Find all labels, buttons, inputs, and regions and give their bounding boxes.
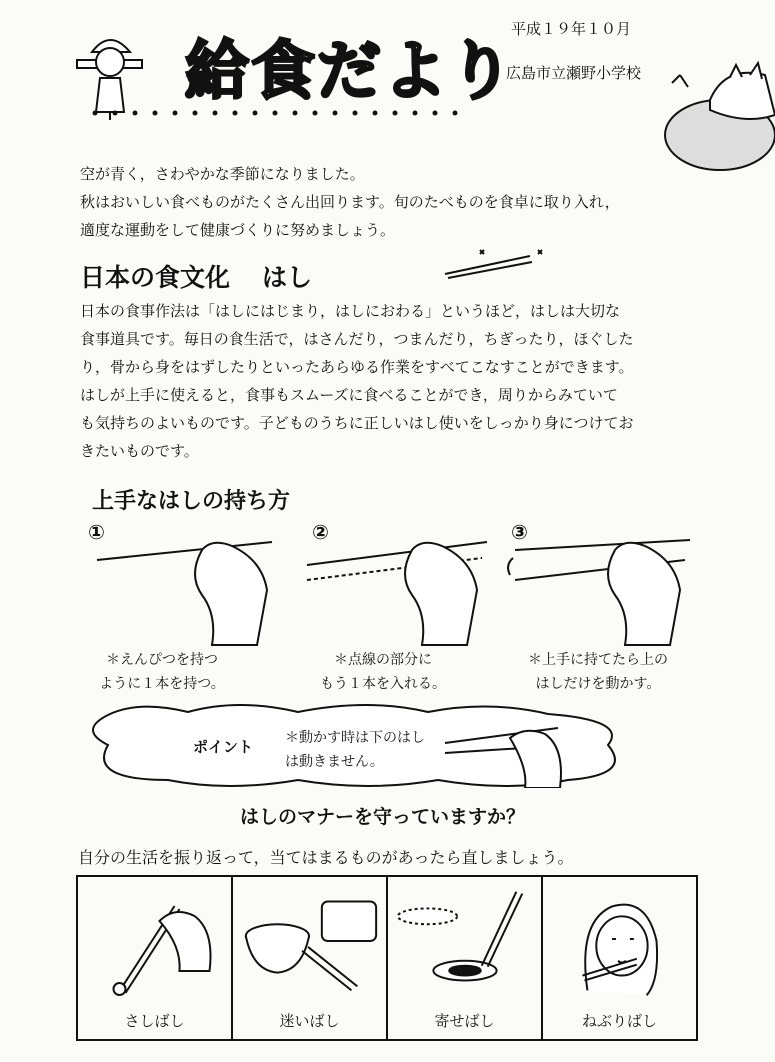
hand-step-1-icon [92,520,292,650]
culture-line: 食事道具です。毎日の食生活で，はさんだり，つまんだり，ちぎったり，ほぐした [80,330,634,348]
heading-text: 日本の食文化 [80,263,231,292]
manner-cell [233,877,388,1039]
school-name: 広島市立瀬野小学校 [506,64,642,82]
intro-line: 秋はおいしい食べものがたくさん出回ります。旬のたべものを食卓に取り入れ， [80,193,620,211]
point-label: ポイント [193,738,254,756]
intro-paragraph [80,160,730,244]
point-text [285,726,465,774]
point-line: ＊動かす時は下のはし [285,730,425,746]
step-caption-line: もう１本を入れる。 [320,676,446,692]
step-number: ① [88,520,105,544]
culture-line: きたいものです。 [80,442,199,460]
manner-cell [543,877,696,1039]
step-caption [62,648,262,696]
hand-step-2-icon [302,520,502,650]
culture-paragraph [80,297,730,465]
hand-step-3-icon [505,520,705,650]
dragging-bowl-icon [388,881,541,1001]
manner-cell [388,877,543,1039]
hand-point-icon [440,718,570,788]
step-caption-line: ＊点線の部分に [334,652,432,668]
intro-line: 適度な運動をして健康づくりに努めましょう。 [80,221,396,239]
intro-line: 空が青く，さわやかな季節になりました。 [80,165,365,183]
step-number: ③ [511,520,528,544]
step-caption [283,648,483,696]
issue-date: 平成１９年１０月 [511,20,632,38]
heading-sub: はし [262,263,313,292]
step-caption-line: ＊上手に持てたら上の [528,652,668,668]
culture-line: も気持ちのよいものです。子どものうちに正しいはし使いをしっかり身につけてお [80,414,634,432]
manners-instruction: 自分の生活を振り返って，当てはまるものがあったら直しましょう。 [78,848,574,867]
newsletter-title: 給食だより [185,35,515,109]
section-heading-culture [80,258,312,294]
section-heading-manners: はしのマナーを守っていますか？ [240,806,526,828]
step-caption-line: ＊えんぴつを持つ [106,652,218,668]
step-caption-line: はしだけを動かす。 [535,676,661,692]
manner-cell [78,877,233,1039]
dotted-underline [90,108,470,118]
culture-line: 日本の食事作法は「はしにはじまり，はしにおわる」というほど，はしは大切な [80,302,621,320]
step-caption-line: ように１本を持つ。 [99,676,225,692]
licking-chopsticks-icon [543,881,696,1001]
manner-label: ねぶりばし [581,1012,657,1030]
manner-label: さしばし [124,1012,185,1030]
chopsticks-icon [440,244,550,284]
culture-line: り，骨から身をはずしたりといったあらゆる作業をすべてこなすことができます。 [80,358,634,376]
manners-table [76,875,698,1041]
manner-label: 寄せばし [434,1012,495,1030]
step-caption [498,648,698,696]
point-line: は動きません。 [285,754,384,770]
stabbing-chopsticks-icon [78,881,231,1001]
section-heading-holding: 上手なはしの持ち方 [92,489,291,514]
culture-line: はしが上手に使えると，食事もスムーズに食べることができ，周りからみていて [80,386,618,404]
hovering-chopsticks-icon [233,881,386,1001]
manner-label: 迷いばし [279,1012,340,1030]
step-number: ② [312,520,329,544]
